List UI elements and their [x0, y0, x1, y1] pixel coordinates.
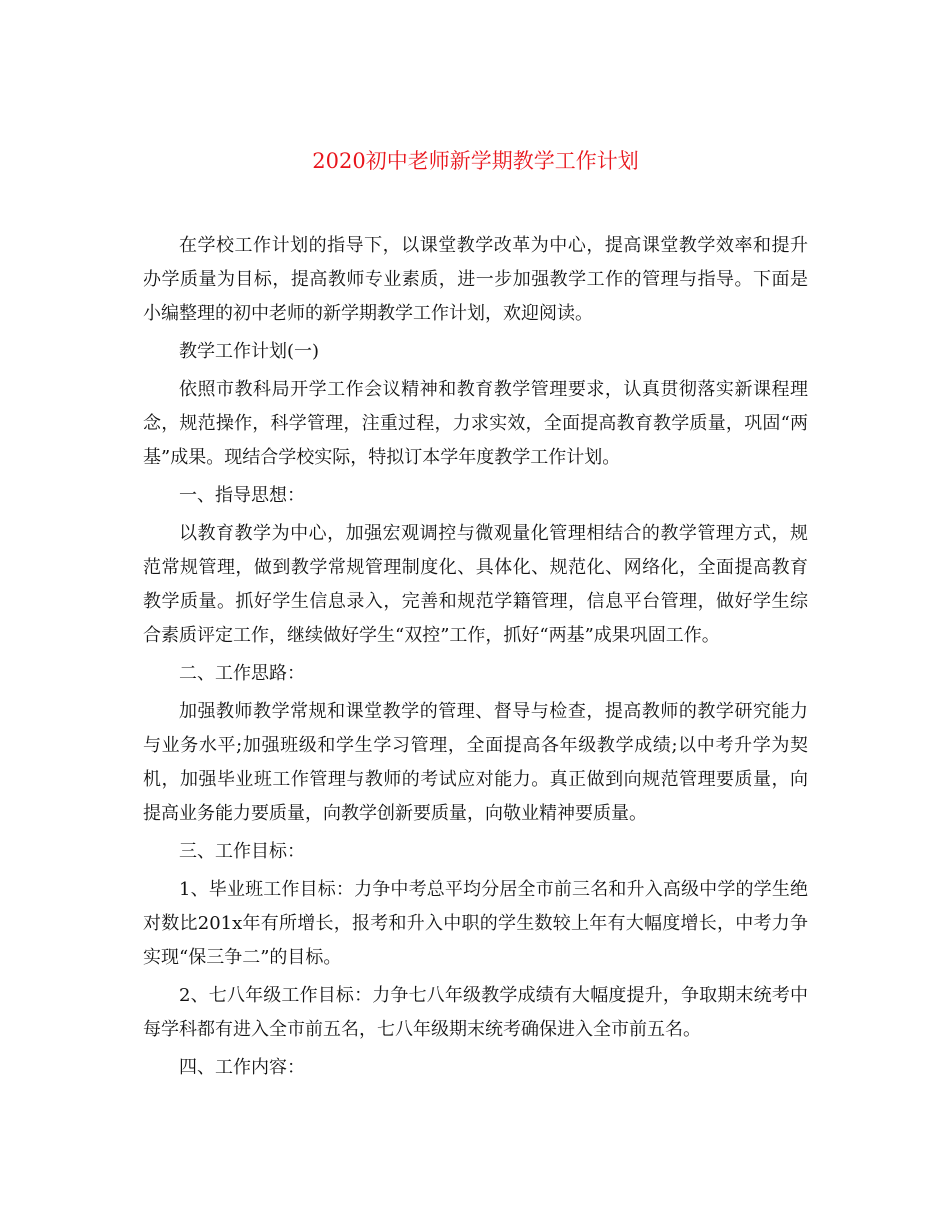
document-body: [143, 229, 808, 1089]
document-title: 2020初中老师新学期教学工作计划: [312, 149, 639, 173]
paragraph: 加强教师教学常规和课堂教学的管理、督导与检查，提高教师的教学研究能力与业务水平;加强班级和学生学习管理，全面提高各年级教学成绩;以中考升学为契机，加强毕业班工作管理与教师的考试应对能力。真正做到向规范管理要质量，向提高业务能力要质量，向教学创新要质量，向敬业精神要质量。: [143, 701, 808, 824]
section-heading-work-goals: 三、工作目标：: [179, 841, 305, 862]
paragraph: 依照市教科局开学工作会议精神和教育教学管理要求，认真贯彻落实新课程理念，规范操作，科学管理，注重过程，力求实效，全面提高教育教学质量，巩固“两基”成果。现结合学校实际，特拟订本学年度教学工作计划。: [143, 379, 808, 468]
section-heading-work-content: 四、工作内容：: [179, 1057, 305, 1078]
paragraph: 以教育教学为中心，加强宏观调控与微观量化管理相结合的教学管理方式，规范常规管理，做到教学常规管理制度化、具体化、规范化、网络化，全面提高教育教学质量。抓好学生信息录入，完善和规范学籍管理，信息平台管理，做好学生综合素质评定工作，继续做好学生“双控”工作，抓好“两基”成果巩固工作。: [143, 523, 808, 646]
paragraph: 2、七八年级工作目标：力争七八年级教学成绩有大幅度提升，争取期末统考中每学科都有进入全市前五名，七八年级期末统考确保进入全市前五名。: [143, 985, 808, 1040]
section-heading-guiding-thought: 一、指导思想：: [179, 485, 305, 506]
section-heading-plan-one: 教学工作计划(一): [179, 341, 320, 362]
paragraph: 1、毕业班工作目标：力争中考总平均分居全市前三名和升入高级中学的学生绝对数比201x年有所增长，报考和升入中职的学生数较上年有大幅度增长，中考力争实现“保三争二”的目标。: [143, 879, 808, 968]
section-heading-work-approach: 二、工作思路：: [179, 663, 305, 684]
intro-paragraph: 在学校工作计划的指导下，以课堂教学改革为中心，提高课堂教学效率和提升办学质量为目标，提高教师专业素质，进一步加强教学工作的管理与指导。下面是小编整理的初中老师的新学期教学工作计划，欢迎阅读。: [143, 235, 808, 324]
